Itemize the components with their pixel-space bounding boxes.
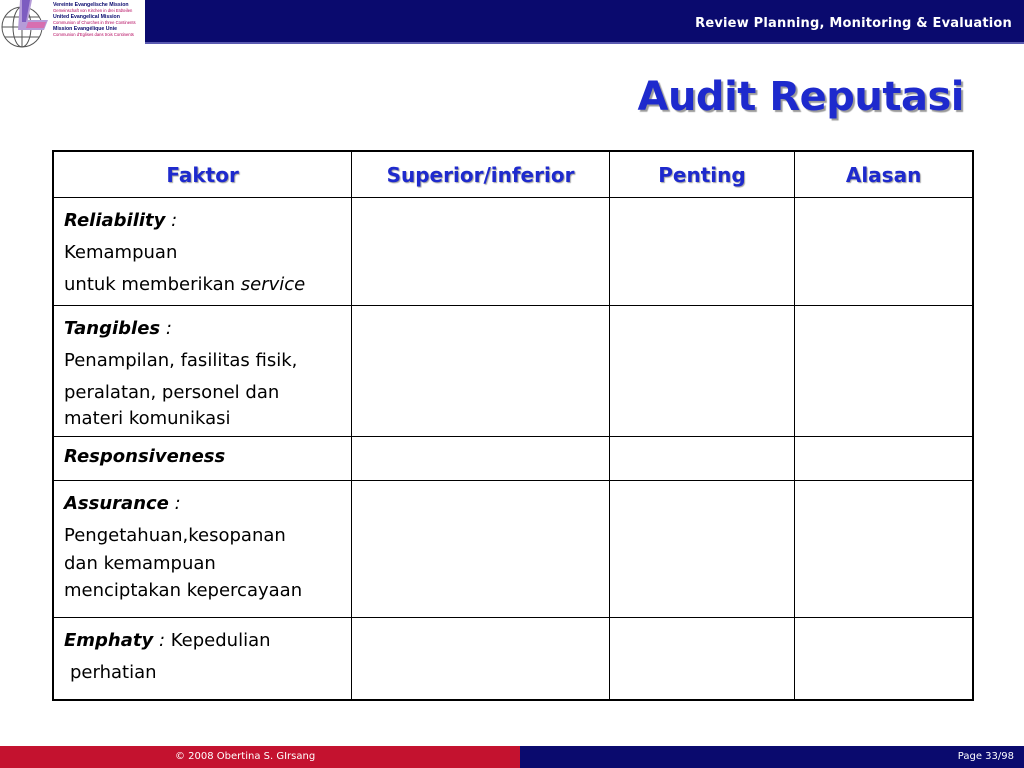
factor-desc-line: peralatan, personel dan	[64, 382, 280, 403]
footer-page-number: Page 33/98	[957, 751, 1014, 762]
logo-line: Vereinte Evangelische Mission	[53, 2, 129, 8]
factor-colon: :	[153, 630, 166, 651]
superior-inferior-cell[interactable]	[352, 618, 610, 700]
penting-cell[interactable]	[609, 481, 794, 618]
factor-desc-line: Penampilan, fasilitas fisik,	[64, 350, 298, 371]
penting-cell[interactable]	[609, 437, 794, 481]
logo-text	[53, 2, 145, 38]
alasan-cell[interactable]	[795, 481, 973, 618]
superior-inferior-cell[interactable]	[352, 306, 610, 437]
table-header-row	[53, 151, 973, 198]
factor-cell	[53, 437, 352, 481]
penting-cell[interactable]	[609, 618, 794, 700]
table-row	[53, 481, 973, 618]
factor-cell	[53, 306, 352, 437]
logo-line: United Evangelical Mission	[53, 14, 120, 20]
factor-colon: :	[160, 318, 172, 339]
factor-colon: :	[168, 493, 181, 514]
factor-name: Tangibles	[64, 318, 161, 339]
header	[0, 0, 1024, 45]
audit-table	[52, 150, 974, 701]
footer-right-bar	[520, 746, 1024, 768]
table-row	[53, 618, 973, 700]
factor-cell	[53, 198, 352, 306]
column-header-penting: Penting	[609, 151, 794, 198]
factor-desc-line: menciptakan kepercayaan	[64, 580, 303, 601]
factor-desc-line: untuk memberikan	[64, 274, 241, 295]
factor-cell	[53, 618, 352, 700]
factor-name: Responsiveness	[64, 446, 226, 467]
uem-l-icon	[18, 0, 50, 32]
alasan-cell[interactable]	[795, 618, 973, 700]
factor-desc-line: materi komunikasi	[64, 408, 231, 429]
table-row	[53, 306, 973, 437]
header-divider	[145, 42, 1024, 44]
factor-name: Reliability	[64, 210, 166, 231]
logo-line: Communion of Churches in three Continents	[53, 20, 136, 25]
alasan-cell[interactable]	[795, 437, 973, 481]
factor-desc-line: Pengetahuan,kesopanan	[64, 525, 286, 546]
factor-cell	[53, 481, 352, 618]
factor-desc-line: dan kemampuan	[64, 553, 216, 574]
logo-line: Gemeinschaft von Kirchen in drei Erdteilen	[53, 8, 133, 13]
factor-desc-line: Kemampuan	[64, 242, 178, 263]
penting-cell[interactable]	[609, 306, 794, 437]
logo	[0, 0, 145, 48]
alasan-cell[interactable]	[795, 198, 973, 306]
factor-desc-line: perhatian	[70, 662, 157, 683]
factor-name: Assurance	[64, 493, 169, 514]
factor-desc-italic: service	[240, 274, 306, 295]
factor-name: Emphaty	[64, 630, 154, 651]
header-bar	[145, 0, 1024, 42]
column-header-alasan: Alasan	[795, 151, 973, 198]
logo-line: Communion d'Eglises dans trois Continents	[53, 32, 134, 37]
factor-desc-inline: Kepedulian	[165, 630, 271, 651]
table-row	[53, 437, 973, 481]
superior-inferior-cell[interactable]	[352, 437, 610, 481]
column-header-faktor: Faktor	[53, 151, 352, 198]
header-title: Review Planning, Monitoring & Evaluation	[695, 16, 1012, 31]
superior-inferior-cell[interactable]	[352, 198, 610, 306]
alasan-cell[interactable]	[795, 306, 973, 437]
slide-title: Audit Reputasi	[637, 74, 964, 120]
superior-inferior-cell[interactable]	[352, 481, 610, 618]
column-header-superior-inferior: Superior/inferior	[352, 151, 610, 198]
factor-colon: :	[165, 210, 178, 231]
footer-left-bar	[0, 746, 520, 768]
footer-copyright: © 2008 Obertina S. GIrsang	[175, 751, 316, 762]
penting-cell[interactable]	[609, 198, 794, 306]
table-row	[53, 198, 973, 306]
logo-line: Mission Évangélique Unie	[53, 26, 117, 32]
